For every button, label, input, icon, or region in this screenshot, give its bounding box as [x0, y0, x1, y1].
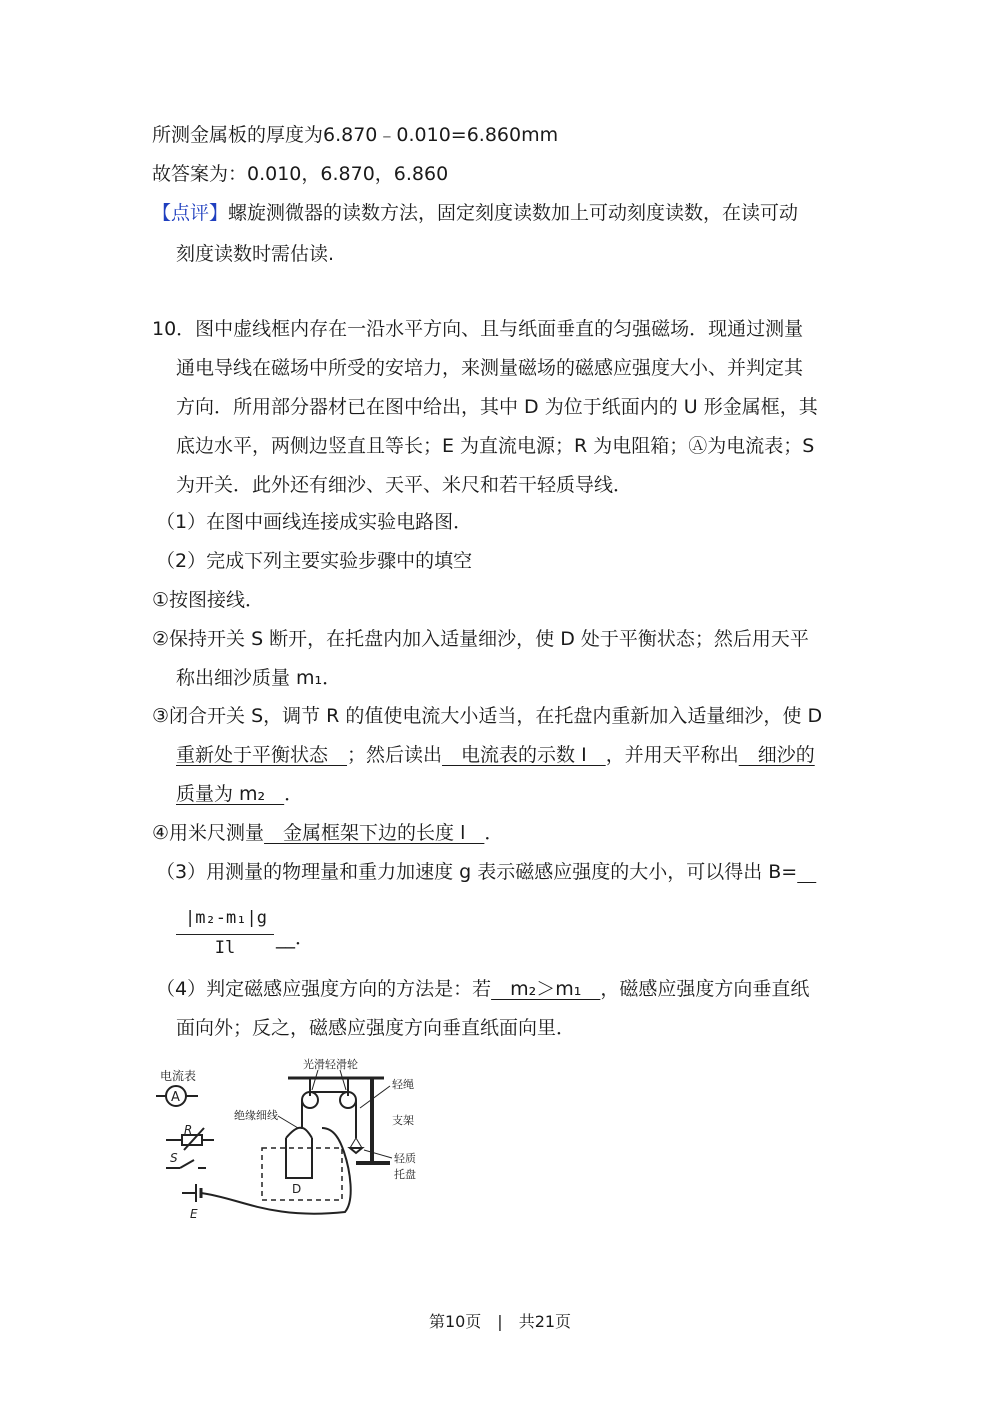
- stand-label: 支架: [392, 1114, 414, 1127]
- source-label: E: [190, 1207, 198, 1221]
- blank-condition: m₂＞m₁: [491, 978, 601, 1000]
- pulley-label-pointer-left: [312, 1070, 318, 1090]
- frame-label: D: [292, 1182, 302, 1196]
- magnetic-field-box: [262, 1148, 342, 1200]
- blank-length: 金属框架下边的长度 l: [264, 822, 485, 844]
- frame-hanger: [286, 1128, 312, 1138]
- blank-current: 电流表的示数 I: [442, 744, 606, 766]
- question-line-1: 10．图中虚线框内存在一沿水平方向、且与纸面垂直的匀强磁场．现通过测量: [152, 318, 804, 340]
- tray-string-left: [350, 1138, 356, 1148]
- blank-mass-b: 质量为 m₂: [176, 783, 285, 805]
- answer-line-thickness: 所测金属板的厚度为6.870﹣0.010=6.860mm: [152, 124, 559, 146]
- step-3-end: ．: [284, 783, 304, 805]
- comment-text: 螺旋测微器的读数方法，固定刻度读数加上可动刻度读数，在读可动: [228, 202, 799, 224]
- formula-numerator: |m₂-m₁|g: [185, 908, 267, 928]
- formula-denominator: Il: [214, 938, 236, 958]
- tray-label-2: 托盘: [394, 1168, 416, 1181]
- ammeter-symbol: A: [171, 1090, 180, 1105]
- thread-label-pointer: [278, 1116, 298, 1128]
- pulley-label-pointer-right: [340, 1070, 346, 1090]
- part-4-text: （4）判定磁感应强度方向的方法是：若: [156, 978, 492, 1000]
- question-line-5: 为开关．此外还有细沙、天平、米尺和若干轻质导线．: [176, 474, 633, 496]
- tray: [350, 1148, 362, 1153]
- rope-label-pointer: [360, 1086, 390, 1108]
- u-frame: [286, 1138, 312, 1178]
- part-1: （1）在图中画线连接成实验电路图．: [156, 511, 473, 533]
- ammeter-label: 电流表: [160, 1069, 197, 1083]
- tray-label-pointer: [364, 1150, 392, 1158]
- switch-label: S: [170, 1151, 178, 1165]
- step-3-text-b: ，并用天平称出: [605, 744, 739, 766]
- rope-label: 轻绳: [392, 1078, 414, 1091]
- question-line-2: 通电导线在磁场中所受的安培力，来测量磁场的磁感应强度大小、并判定其: [176, 357, 804, 379]
- step-2-line-1: ②保持开关 S 断开，在托盘内加入适量细沙，使 D 处于平衡状态；然后用天平: [152, 628, 809, 650]
- step-3-text-a: ；然后读出: [347, 744, 443, 766]
- tray-label-1: 轻质: [394, 1152, 416, 1165]
- blank-mass-a: 细沙的: [738, 744, 815, 766]
- step-4-text: ④用米尺测量: [152, 822, 265, 844]
- blank-balance: 重新处于平衡状态: [176, 744, 348, 766]
- comment-tag: 【点评】: [152, 202, 229, 224]
- comment-line-2: 刻度读数时需估读.: [176, 243, 335, 265]
- lead-wire: [201, 1128, 351, 1214]
- part-4-line-2: 面向外；反之，磁感应强度方向垂直纸面向里．: [176, 1017, 576, 1039]
- part-4-text-b: ，磁感应强度方向垂直纸: [600, 978, 810, 1000]
- tray-string-right: [356, 1138, 362, 1148]
- part-2: （2）完成下列主要实验步骤中的填空: [156, 550, 473, 572]
- formula-end: __．: [276, 927, 315, 949]
- step-3-line-1: ③闭合开关 S，调节 R 的值使电流大小适当，在托盘内重新加入适量细沙，使 D: [152, 705, 823, 727]
- step-1: ①按图接线．: [152, 589, 265, 611]
- step-4-end: ．: [484, 822, 504, 844]
- thread-label: 绝缘细线: [234, 1109, 278, 1122]
- step-2-line-2: 称出细沙质量 m₁．: [176, 667, 342, 689]
- answer-line-summary: 故答案为：0.010，6.870，6.860: [152, 163, 449, 185]
- question-line-4: 底边水平，两侧边竖直且等长；E 为直流电源；R 为电阻箱；Ⓐ为电流表；S: [176, 435, 815, 457]
- page-footer: 第10页 | 共21页: [428, 1312, 572, 1331]
- resistor-label: R: [184, 1123, 193, 1137]
- pulley-label: 光滑轻滑轮: [303, 1058, 358, 1071]
- question-line-3: 方向．所用部分器材已在图中给出，其中 D 为位于纸面内的 U 形金属框，其: [176, 396, 818, 418]
- switch-blade: [180, 1160, 194, 1168]
- part-3-text: （3）用测量的物理量和重力加速度 g 表示磁感应强度的大小，可以得出 B=: [156, 861, 798, 883]
